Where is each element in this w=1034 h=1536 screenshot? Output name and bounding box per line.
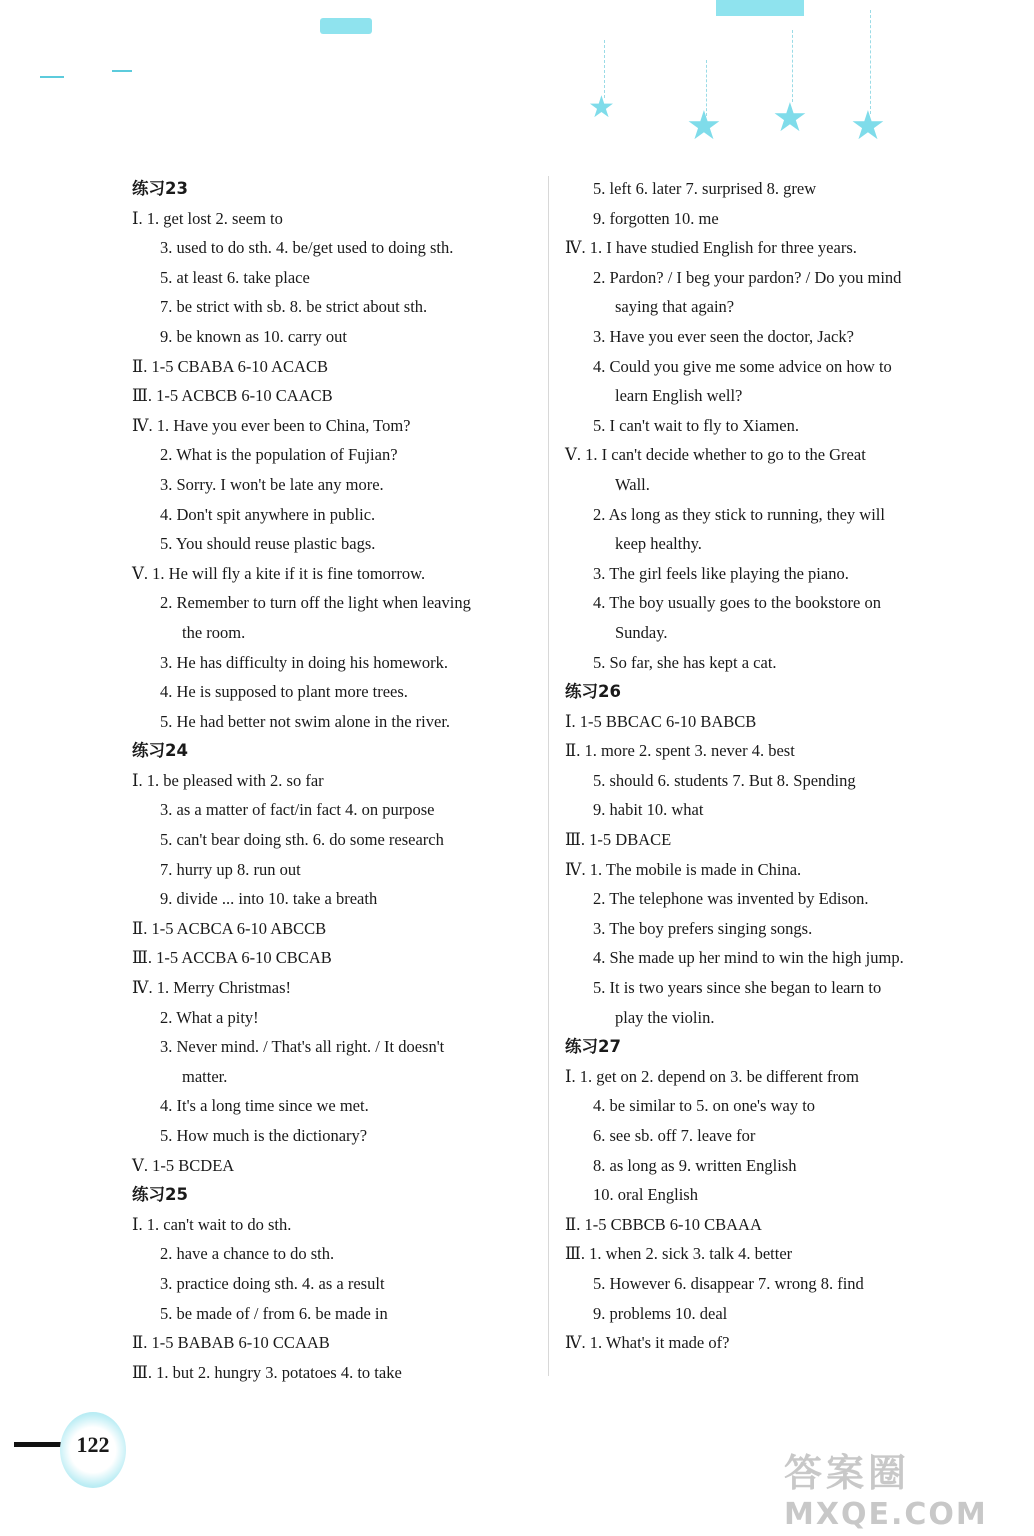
column-divider — [548, 176, 549, 1376]
answer-line: 4. The boy usually goes to the bookstore on — [593, 593, 881, 613]
star-string — [870, 10, 872, 114]
star-string — [792, 30, 794, 102]
answer-line: 4. He is supposed to plant more trees. — [160, 682, 408, 702]
answer-line: Ⅱ. 1. more 2. spent 3. never 4. best — [565, 741, 795, 761]
answer-line: 9. forgotten 10. me — [593, 208, 719, 228]
watermark-logo-text: 答案圈 — [784, 1451, 911, 1495]
answer-line: 9. be known as 10. carry out — [160, 326, 347, 346]
answer-line: 3. Have you ever seen the doctor, Jack? — [593, 326, 854, 346]
answer-line: 3. Never mind. / That's all right. / It doesn't — [160, 1037, 445, 1057]
answer-line: Ⅰ. 1. get on 2. depend on 3. be different from — [565, 1066, 859, 1086]
answer-line: Sunday. — [615, 622, 668, 642]
answer-line: 2. What is the population of Fujian? — [160, 445, 398, 465]
answer-line: Ⅱ. 1-5 ACBCA 6-10 ABCCB — [132, 918, 327, 938]
answer-line: Ⅱ. 1-5 CBBCB 6-10 CBAAA — [565, 1214, 762, 1234]
answer-line: 8. as long as 9. written English — [593, 1155, 797, 1175]
exercise-heading: 练习26 — [565, 682, 621, 702]
answer-line: Ⅴ. 1-5 BCDEA — [132, 1155, 235, 1175]
right-answer-column — [565, 174, 965, 1358]
answer-line: 4. Don't spit anywhere in public. — [160, 504, 376, 524]
answer-line: learn English well? — [615, 386, 743, 406]
page-number: 122 — [76, 1432, 110, 1457]
answer-line: 7. hurry up 8. run out — [160, 859, 301, 879]
answer-line: Ⅳ. 1. The mobile is made in China. — [565, 859, 802, 879]
answer-line: Ⅴ. 1. I can't decide whether to go to the Great — [565, 445, 866, 465]
answer-line: Wall. — [615, 474, 650, 494]
answer-line: 10. oral English — [593, 1185, 698, 1205]
exercise-heading: 练习24 — [132, 741, 188, 761]
answer-line: Ⅳ. 1. What's it made of? — [565, 1333, 730, 1353]
answer-line: 2. As long as they stick to running, they will — [593, 504, 885, 524]
answer-line: 5. How much is the dictionary? — [160, 1126, 368, 1145]
answer-line: 4. She made up her mind to win the high jump. — [593, 948, 904, 968]
answer-line: 2. What a pity! — [160, 1007, 259, 1027]
answer-line: Ⅳ. 1. I have studied English for three years. — [565, 238, 857, 258]
answer-line: 2. The telephone was invented by Edison. — [593, 889, 869, 909]
header-decor-bar-left — [320, 18, 372, 34]
answer-line: Ⅲ. 1-5 DBACE — [565, 830, 672, 850]
answer-line: matter. — [182, 1066, 228, 1086]
answer-line: keep healthy. — [615, 534, 702, 554]
answer-line: 5. However 6. disappear 7. wrong 8. find — [593, 1273, 864, 1293]
answer-line: Ⅳ. 1. Have you ever been to China, Tom? — [132, 415, 411, 435]
answer-line: Ⅲ. 1. but 2. hungry 3. potatoes 4. to take — [132, 1362, 402, 1382]
answer-line: Ⅲ. 1-5 ACCBA 6-10 CBCAB — [132, 948, 332, 968]
star-icon: ★ — [850, 103, 886, 149]
answer-line: Ⅱ. 1-5 BABAB 6-10 CCAAB — [132, 1333, 330, 1353]
answer-line: 6. see sb. off 7. leave for — [593, 1126, 756, 1145]
answer-line: 5. I can't wait to fly to Xiamen. — [593, 415, 799, 435]
answer-line: 5. So far, she has kept a cat. — [593, 652, 777, 672]
answer-line: 3. The girl feels like playing the piano. — [593, 563, 849, 583]
answer-line: 5. You should reuse plastic bags. — [160, 534, 376, 554]
answer-line: 2. have a chance to do sth. — [160, 1244, 335, 1264]
answer-line: 4. It's a long time since we met. — [160, 1096, 369, 1116]
answer-line: Ⅰ. 1. can't wait to do sth. — [132, 1214, 292, 1234]
answer-line: Ⅱ. 1-5 CBABA 6-10 ACACB — [132, 356, 328, 376]
star-icon: ★ — [686, 103, 722, 149]
exercise-heading: 练习25 — [132, 1185, 188, 1205]
answer-line: the room. — [182, 622, 246, 642]
answer-line: 3. practice doing sth. 4. as a result — [160, 1273, 385, 1293]
left-answer-column — [132, 174, 532, 1387]
star-icon: ★ — [588, 90, 615, 125]
answer-line: 3. The boy prefers singing songs. — [593, 918, 813, 938]
answer-line: 5. He had better not swim alone in the river. — [160, 711, 451, 731]
answer-line: 5. can't bear doing sth. 6. do some research — [160, 830, 444, 850]
watermark-url: MXQE.COM — [784, 1497, 988, 1532]
answer-line: 9. divide ... into 10. take a breath — [160, 889, 378, 909]
answer-line: 5. should 6. students 7. But 8. Spending — [593, 770, 856, 790]
answer-line: 5. be made of / from 6. be made in — [160, 1303, 388, 1323]
page-number-bar — [14, 1442, 64, 1447]
page-number-badge — [60, 1412, 126, 1488]
exercise-heading: 练习27 — [565, 1037, 621, 1057]
watermark — [784, 1442, 1014, 1532]
answer-line: 4. be similar to 5. on one's way to — [593, 1096, 816, 1116]
answer-line: 3. used to do sth. 4. be/get used to doing sth. — [160, 238, 454, 258]
header-decor-line — [112, 70, 132, 72]
answer-line: 9. habit 10. what — [593, 800, 704, 820]
answer-line: Ⅲ. 1-5 ACBCB 6-10 CAACB — [132, 386, 333, 406]
answer-line: 3. Sorry. I won't be late any more. — [160, 474, 384, 494]
header-decor-line — [40, 76, 64, 78]
answer-line: Ⅲ. 1. when 2. sick 3. talk 4. better — [565, 1244, 793, 1264]
exercise-heading: 练习23 — [132, 179, 188, 198]
answer-line: 2. Remember to turn off the light when leaving — [160, 593, 471, 613]
answer-line: saying that again? — [615, 297, 735, 317]
answer-line: 4. Could you give me some advice on how to — [593, 356, 892, 376]
answer-line: Ⅳ. 1. Merry Christmas! — [132, 978, 292, 998]
answer-line: 5. at least 6. take place — [160, 267, 310, 287]
answer-line: Ⅴ. 1. He will fly a kite if it is fine tomorrow. — [132, 563, 426, 583]
answer-line: 7. be strict with sb. 8. be strict about sth. — [160, 297, 428, 317]
star-icon: ★ — [772, 95, 808, 141]
answer-line: 5. It is two years since she began to learn to — [593, 978, 882, 998]
answer-line: 9. problems 10. deal — [593, 1303, 728, 1323]
answer-line: Ⅰ. 1. get lost 2. seem to — [132, 208, 283, 228]
answer-line: Ⅰ. 1-5 BBCAC 6-10 BABCB — [565, 711, 757, 731]
answer-line: 3. He has difficulty in doing his homework. — [160, 652, 448, 672]
answer-line: Ⅰ. 1. be pleased with 2. so far — [132, 770, 324, 790]
answer-line: 5. left 6. later 7. surprised 8. grew — [593, 179, 817, 198]
header-decor-bar-right — [716, 0, 804, 16]
answer-line: 3. as a matter of fact/in fact 4. on purpose — [160, 800, 435, 820]
answer-line: 2. Pardon? / I beg your pardon? / Do you mind — [593, 267, 902, 287]
answer-line: play the violin. — [615, 1007, 715, 1027]
